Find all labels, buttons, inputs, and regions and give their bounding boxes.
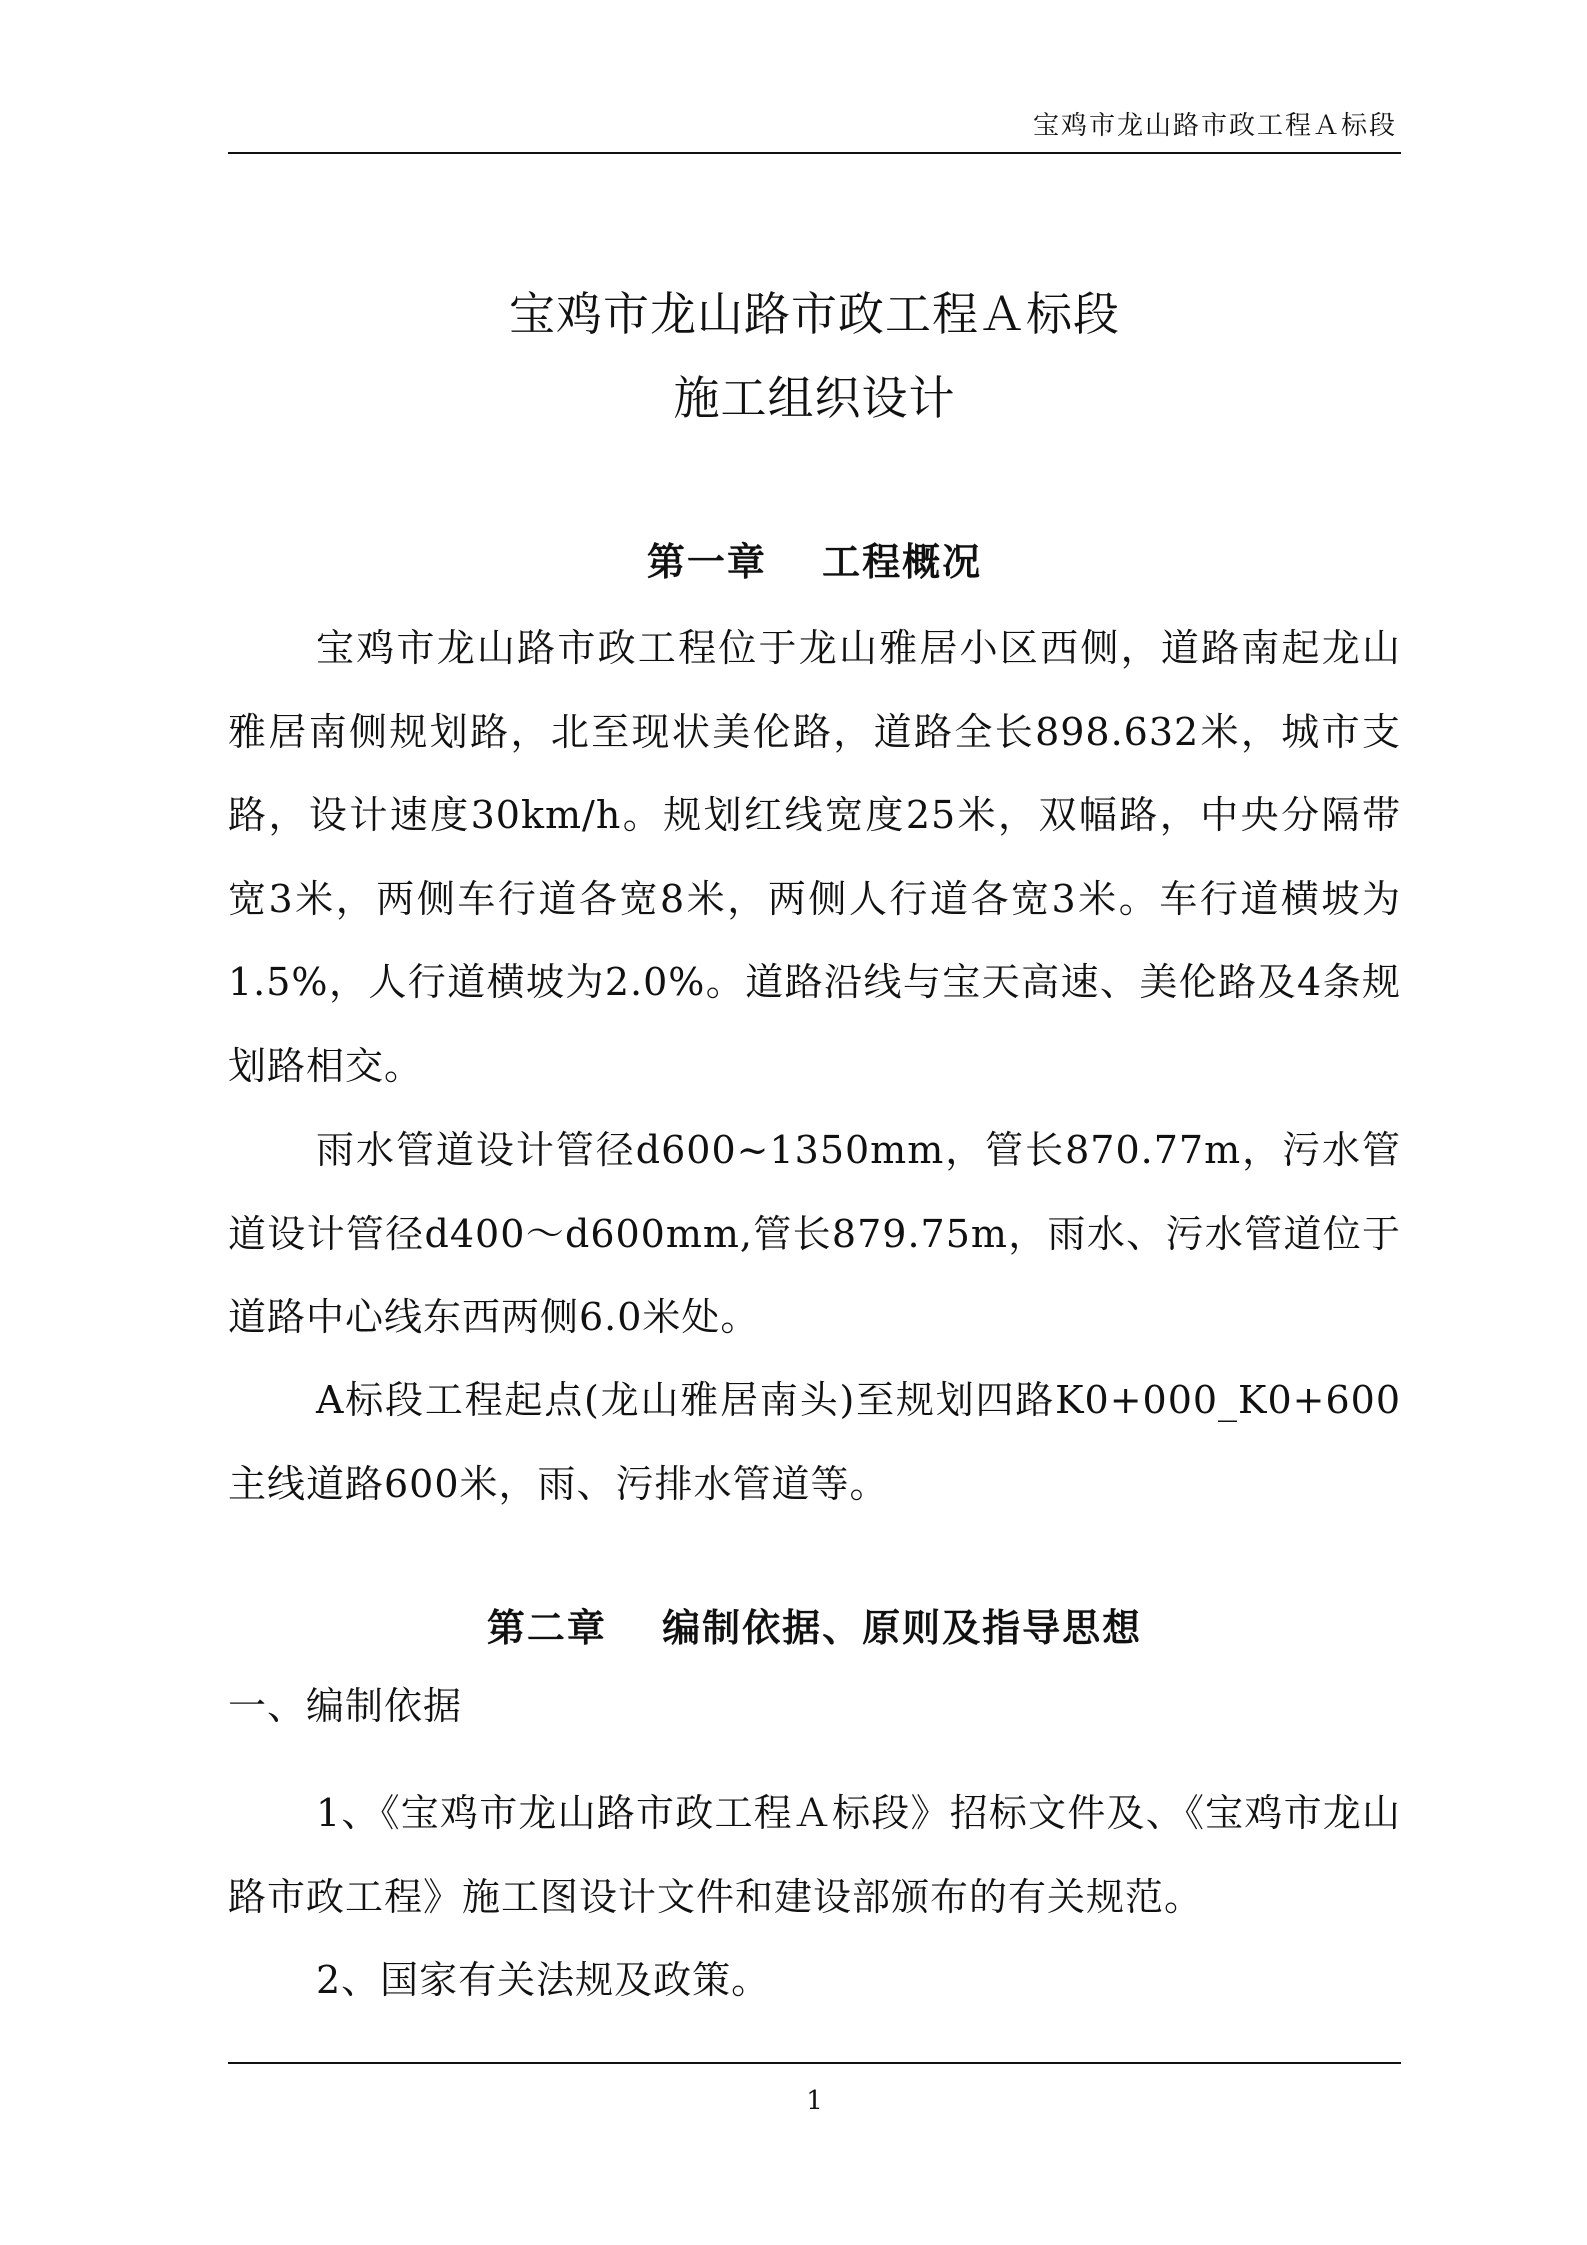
chapter-1-paragraph-overview: 宝鸡市龙山路市政工程位于龙山雅居小区西侧，道路南起龙山雅居南侧规划路，北至现状美伦路，道路全长898.632米，城市支路，设计速度30km/h。规划红线宽度25米，双幅路，中央分隔带宽3米，两侧车行道各宽8米，两侧人行道各宽3米。车行道横坡为1.5%，人行道横坡为2.0%。道路沿线与宝天高速、美伦路及4条规划路相交。	[228, 626, 1401, 1088]
footer-rule	[228, 2062, 1401, 2064]
running-header: 宝鸡市龙山路市政工程Ａ标段	[1032, 111, 1397, 141]
list-item-basis-2: 2、国家有关法规及政策。	[316, 1958, 771, 2002]
section-heading-basis: 一、编制依据	[228, 1684, 463, 1728]
document-title: 宝鸡市龙山路市政工程Ａ标段	[509, 287, 1120, 341]
list-item-basis-1: 1、《宝鸡市龙山路市政工程Ａ标段》招标文件及、《宝鸡市龙山路市政工程》施工图设计文件和建设部颁布的有关规范。	[228, 1791, 1401, 1919]
page-number: 1	[806, 2086, 823, 2116]
chapter-1-paragraph-pipes: 雨水管道设计管径d600~1350mm，管长870.77m，污水管道设计管径d400～d600mm,管长879.75m，雨水、污水管道位于道路中心线东西两侧6.0米处。	[228, 1128, 1401, 1339]
chapter-1-paragraph-scope: A标段工程起点(龙山雅居南头)至规划四路K0+000_K0+600主线道路600米，雨、污排水管道等。	[228, 1378, 1401, 1506]
header-rule	[228, 152, 1401, 154]
chapter-2-heading: 第二章 编制依据、原则及指导思想	[486, 1605, 1143, 1650]
chapter-1-heading: 第一章 工程概况	[646, 539, 983, 584]
document-subtitle: 施工组织设计	[673, 371, 956, 425]
